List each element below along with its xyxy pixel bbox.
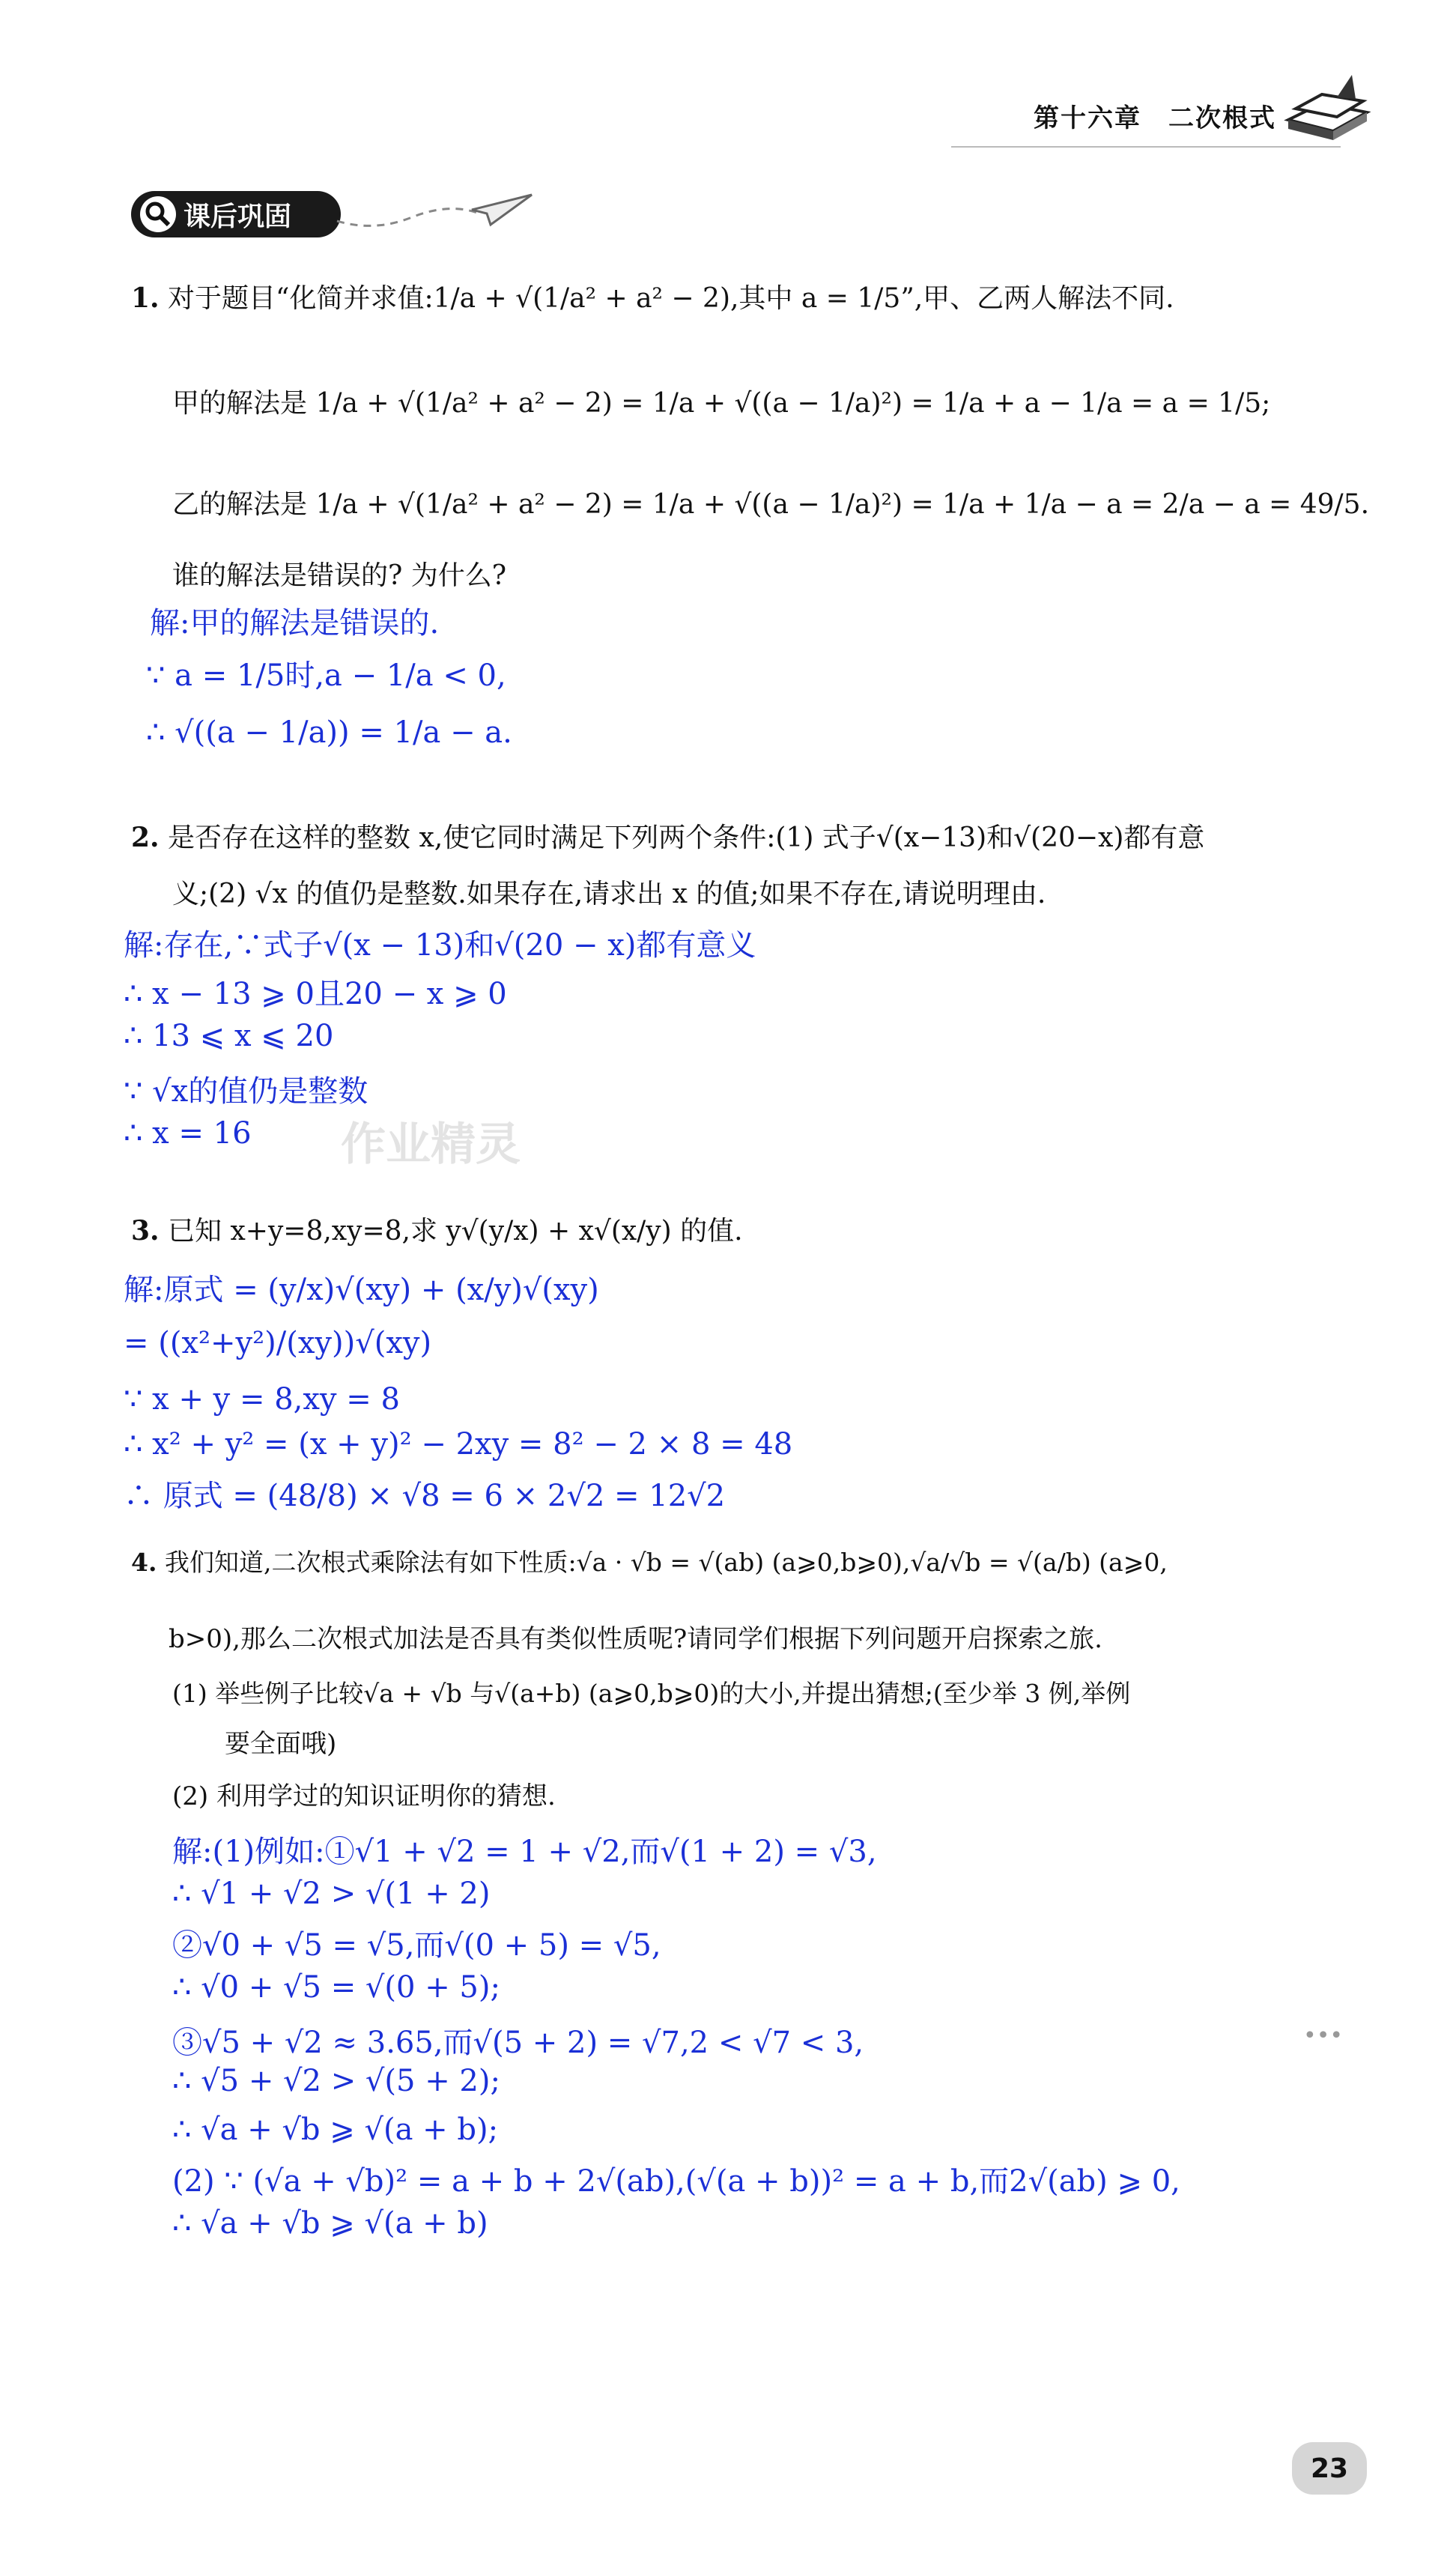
q4-stem-cont: b>0),那么二次根式加法是否具有类似性质呢?请同学们根据下列问题开启探索之旅. xyxy=(169,1624,1102,1654)
q4-answer-line: ③√5 + √2 ≈ 3.65,而√(5 + 2) = √7,2 < √7 < 3, xyxy=(172,2026,864,2060)
q3-answer-line: = ((x²+y²)/(xy))√(xy) xyxy=(124,1326,432,1360)
q3-answer-line: 解:原式 = (y/x)√(xy) + (x/y)√(xy) xyxy=(124,1273,599,1307)
q4-subquestion-1: (1) 举些例子比较√a + √b 与√(a+b) (a⩾0,b⩾0)的大小,并提出猜想;(至少举 3 例,举例 xyxy=(172,1679,1131,1708)
q2-stem: 2. 是否存在这样的整数 x,使它同时满足下列两个条件:(1) 式子√(x−13)和√(20−x)都有意 xyxy=(131,822,1205,853)
books-icon xyxy=(1281,67,1371,142)
q4-answer-line: ∴ √a + √b ⩾ √(a + b) xyxy=(172,2206,488,2241)
q3-answer-line: ∴ 原式 = (48/8) × √8 = 6 × 2√2 = 12√2 xyxy=(124,1479,726,1513)
q4-answer-line: 解:(1)例如:①√1 + √2 = 1 + √2,而√(1 + 2) = √3, xyxy=(172,1835,877,1869)
q4-subquestion-2: (2) 利用学过的知识证明你的猜想. xyxy=(172,1781,556,1811)
q2-answer-line: 解:存在,∵式子√(x − 13)和√(20 − x)都有意义 xyxy=(124,928,756,963)
q4-answer-line: ∴ √5 + √2 > √(5 + 2); xyxy=(172,2064,500,2098)
decorative-dots: ••• xyxy=(1303,2023,1344,2049)
watermark: 作业精灵 xyxy=(341,1118,521,1171)
chapter-title: 第十六章 二次根式 xyxy=(1034,103,1276,133)
header-rule xyxy=(951,146,1341,148)
q1-answer-line: ∵ a = 1/5时,a − 1/a < 0, xyxy=(146,658,506,693)
q3-answer-line: ∵ x + y = 8,xy = 8 xyxy=(124,1382,400,1417)
q1-answer-line: 解:甲的解法是错误的. xyxy=(150,606,440,640)
paper-plane-icon xyxy=(330,180,539,240)
section-badge xyxy=(131,191,341,237)
q2-stem-cont: 义;(2) √x 的值仍是整数.如果存在,请求出 x 的值;如果不存在,请说明理由. xyxy=(172,879,1046,909)
q1-jia-solution: 甲的解法是 1/a + √(1/a² + a² − 2) = 1/a + √((a − 1/a)²) = 1/a + a − 1/a = a = 1/5; xyxy=(172,388,1271,419)
q2-answer-line: ∵ √x的值仍是整数 xyxy=(124,1074,368,1109)
q3-answer-line: ∴ x² + y² = (x + y)² − 2xy = 8² − 2 × 8 = 48 xyxy=(124,1427,793,1462)
q4-stem: 4. 我们知道,二次根式乘除法有如下性质:√a · √b = √(ab) (a⩾0,b⩾0),√a/√b = √(a/b) (a⩾0, xyxy=(131,1548,1168,1577)
q1-answer-line: ∴ √((a − 1/a)) = 1/a − a. xyxy=(146,715,512,750)
section-title: 课后巩固 xyxy=(183,201,292,232)
q3-stem: 3. 已知 x+y=8,xy=8,求 y√(y/x) + x√(x/y) 的值. xyxy=(131,1215,743,1247)
q2-answer-line: ∴ x = 16 xyxy=(124,1116,252,1151)
magnifier-icon xyxy=(139,195,178,234)
q2-answer-line: ∴ x − 13 ⩾ 0且20 − x ⩾ 0 xyxy=(124,977,507,1011)
q4-answer-line: ∴ √a + √b ⩾ √(a + b); xyxy=(172,2113,499,2147)
page-number: 23 xyxy=(1292,2442,1367,2495)
q1-yi-solution: 乙的解法是 1/a + √(1/a² + a² − 2) = 1/a + √((a − 1/a)²) = 1/a + 1/a − a = 2/a − a = 49/5. xyxy=(172,489,1370,520)
q2-answer-line: ∴ 13 ⩽ x ⩽ 20 xyxy=(124,1019,334,1053)
q4-answer-line: ∴ √0 + √5 = √(0 + 5); xyxy=(172,1970,500,2005)
q4-answer-line: (2) ∵ (√a + √b)² = a + b + 2√(ab),(√(a + b))² = a + b,而2√(ab) ⩾ 0, xyxy=(172,2164,1180,2199)
q1-question: 谁的解法是错误的? 为什么? xyxy=(172,560,507,591)
q4-answer-line: ②√0 + √5 = √5,而√(0 + 5) = √5, xyxy=(172,1928,661,1963)
q4-subquestion-1-cont: 要全面哦) xyxy=(225,1729,337,1759)
q4-answer-line: ∴ √1 + √2 > √(1 + 2) xyxy=(172,1877,491,1911)
q1-stem: 1. 对于题目“化简并求值:1/a + √(1/a² + a² − 2),其中 a = 1/5”,甲、乙两人解法不同. xyxy=(131,282,1174,314)
